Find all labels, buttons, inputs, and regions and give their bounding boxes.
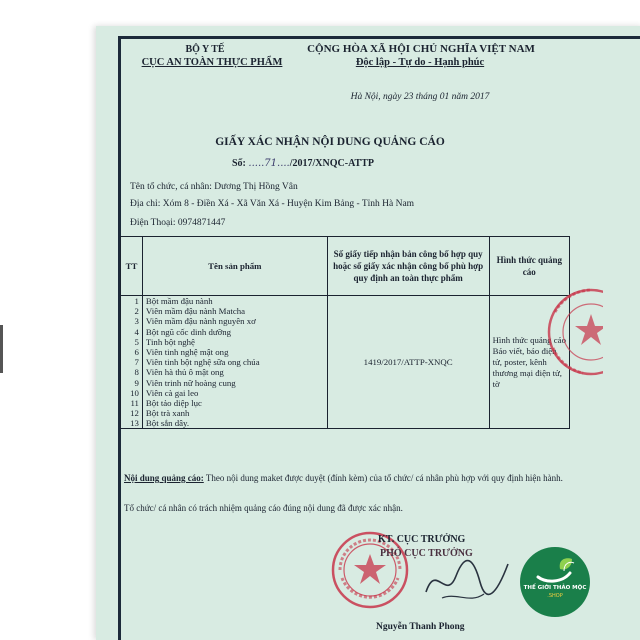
ad-content-text: Theo nội dung maket được duyệt (đính kèm) của tổ chức/ cá nhân phù hợp với quy định hiện hành.: [203, 473, 563, 483]
ad-content-label: Nội dung quảng cáo:: [124, 473, 204, 483]
document-number-handwritten: .....71....: [248, 158, 290, 169]
republic-title: CỘNG HÒA XÃ HỘI CHỦ NGHĨA VIỆT NAM: [307, 43, 535, 55]
table-header-row: [121, 237, 570, 296]
col-header-product: Tên sản phẩm: [142, 237, 327, 296]
product-name: Tinh bột nghệ: [145, 336, 195, 347]
row-number: 1: [134, 296, 139, 306]
row-number: 10: [130, 387, 139, 398]
product-name: Bột tảo diệp lục: [145, 397, 202, 408]
handwritten-signature: [422, 552, 512, 612]
product-name: Bột sắn dây.: [145, 418, 190, 429]
side-seal: [543, 282, 603, 382]
responsibility-note: Tổ chức/ cá nhân có trách nhiệm quảng cáo đúng nội dung đã được xác nhận.: [124, 503, 403, 513]
row-number: 3: [134, 316, 139, 327]
row-number: 12: [130, 408, 139, 419]
product-name: Bột mầm đậu nành: [145, 296, 213, 306]
col-header-format: Hình thức quảng cáo: [489, 237, 569, 296]
row-numbers: [121, 296, 143, 429]
scroll-indicator[interactable]: [0, 325, 3, 373]
product-name: Viên cà gai leo: [145, 387, 199, 398]
product-name: Viên mầm đậu nành nguyên xơ: [145, 316, 256, 327]
agency-name: CỤC AN TOÀN THỰC PHẨM: [141, 57, 283, 68]
motto: Độc lập - Tự do - Hạnh phúc: [355, 57, 485, 68]
ad-format: Hình thức quảng cáo Báo viết, báo điện tử, poster, kênh thương mại điện tử, tờ: [489, 296, 569, 429]
cert-number: 1419/2017/ATTP-XNQC: [327, 296, 489, 429]
row-number: 13: [130, 418, 139, 429]
issue-date: Hà Nội, ngày 23 tháng 01 năm 2017: [350, 92, 490, 102]
document-number: [232, 158, 374, 169]
signer-role: KT. CỤC TRƯỞNG: [378, 534, 466, 545]
ministry-name: BỘ Y TẾ: [185, 44, 225, 55]
row-number: 6: [134, 346, 139, 357]
shop-logo-name: THẾ GIỚI THẢO MỘC: [523, 585, 587, 591]
org-field: Tên tổ chức, cá nhân: Dương Thị Hồng Vân: [130, 182, 298, 192]
row-number: 5: [134, 336, 139, 347]
document-title: GIẤY XÁC NHẬN NỘI DUNG QUẢNG CÁO: [215, 136, 445, 148]
row-number: 8: [134, 367, 139, 378]
product-name: Viên trinh nữ hoàng cung: [145, 377, 236, 388]
product-name: Viên mầm đậu nành Matcha: [145, 306, 246, 317]
product-name: Viên tinh nghệ mật ong: [145, 346, 229, 357]
document-number-label: Số:: [232, 158, 246, 169]
row-number: 7: [134, 357, 139, 368]
shop-logo: [520, 547, 590, 617]
product-name: Viên tinh bột nghệ sữa ong chúa: [145, 357, 260, 368]
row-number: 9: [134, 377, 139, 388]
document-number-suffix: /2017/XNQC-ATTP: [289, 158, 375, 169]
signer-deputy: PHÓ CỤC TRƯỞNG: [380, 548, 473, 559]
product-name: Viên hà thủ ô mật ong: [145, 367, 224, 378]
shop-logo-sub: .SHOP: [547, 593, 563, 599]
address-field: Địa chỉ: Xóm 8 - Điền Xá - Xã Văn Xá - Huyện Kim Bảng - Tỉnh Hà Nam: [130, 199, 415, 209]
ad-content: [124, 472, 564, 485]
row-number: 2: [134, 306, 139, 317]
product-name: Bột ngũ cốc dinh dưỡng: [145, 326, 232, 337]
product-name: Bột trà xanh: [145, 408, 190, 419]
product-table: [120, 236, 570, 429]
col-header-tt: TT: [121, 237, 143, 296]
row-number: 4: [134, 326, 139, 337]
phone-field: Điện Thoại: 0974871447: [130, 218, 226, 228]
signer-name: Nguyễn Thanh Phong: [376, 622, 465, 632]
leaf-icon: [534, 555, 576, 585]
product-names: [142, 296, 327, 429]
row-number: 11: [130, 397, 139, 408]
table-body-row: [121, 296, 570, 429]
col-header-cert: Số giấy tiếp nhận bản công bố hợp quy hoặc số giấy xác nhận công bố phù hợp quy định an toàn thực phẩm: [327, 237, 489, 296]
